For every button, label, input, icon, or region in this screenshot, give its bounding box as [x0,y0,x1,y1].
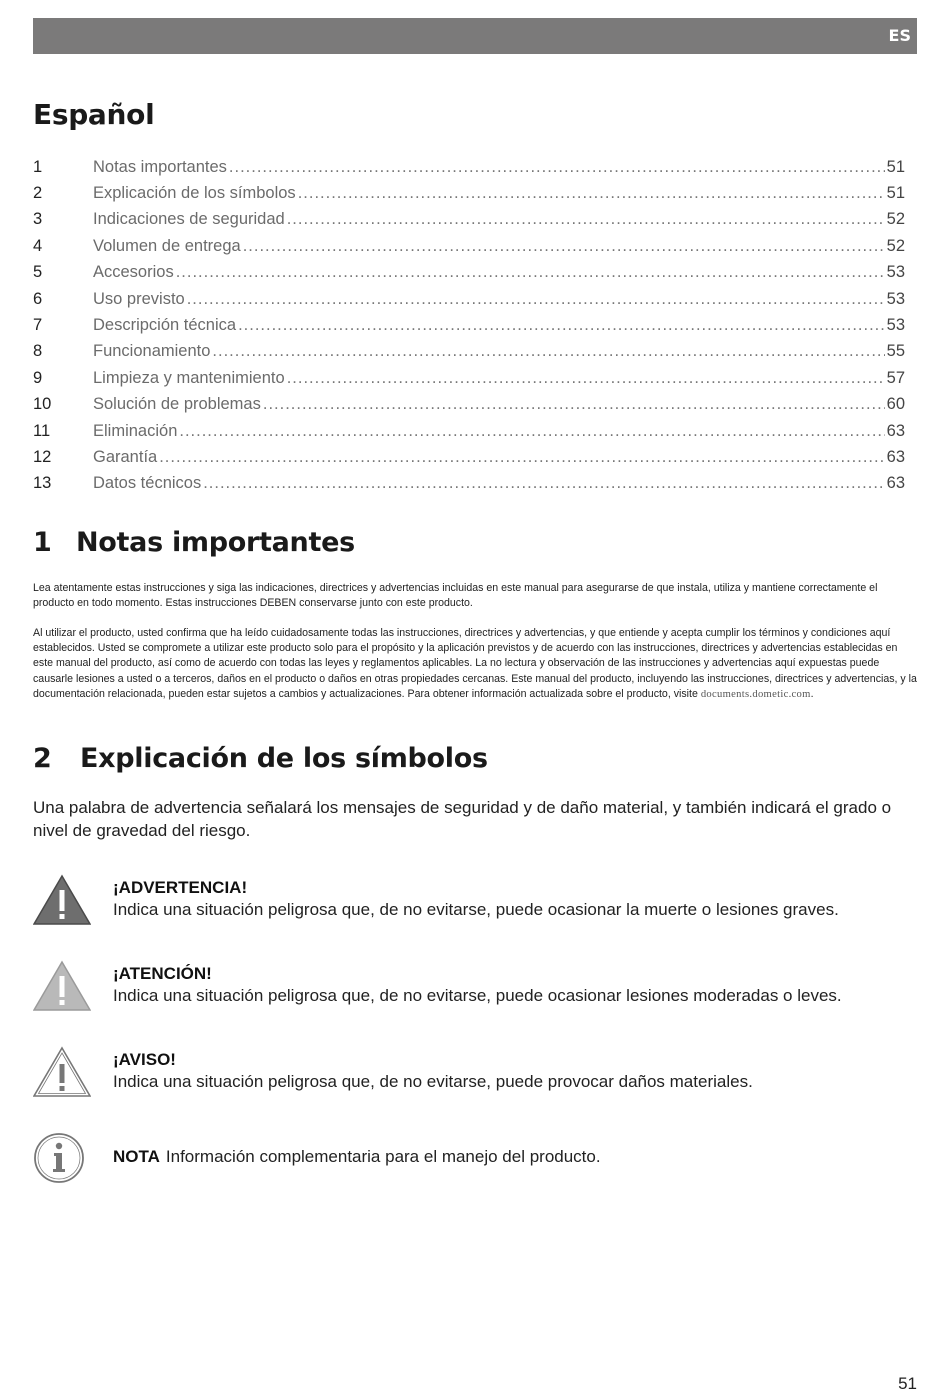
nota-line [113,1147,601,1167]
symbol-advertencia-text [113,874,839,921]
toc-dot-leader [238,316,885,335]
toc-entry-page: 60 [886,395,905,414]
toc-entry-page: 51 [886,157,905,176]
toc-dot-leader [229,158,885,177]
toc-entry-title: Explicación de los símbolos [93,184,296,203]
toc-dot-leader [212,342,884,361]
toc-entry[interactable] [33,312,905,338]
toc-entry-number: 3 [33,210,43,229]
toc-entry[interactable] [33,418,905,444]
toc-entry-title: Uso previsto [93,289,185,308]
symbol-nota-text [113,1147,601,1167]
toc-dot-leader [159,448,884,467]
toc-entry-page: 63 [886,474,905,493]
toc-entry-title: Solución de problemas [93,395,261,414]
page-title: Español [33,98,155,131]
toc-entry-title: Descripción técnica [93,316,237,335]
toc-dot-leader [298,184,885,203]
toc-entry-number: 7 [33,316,43,335]
toc-dot-leader [187,290,885,309]
toc-dot-leader [203,474,884,493]
toc-dot-leader [176,263,885,282]
toc-entry-number: 6 [33,289,43,308]
toc-dot-leader [263,395,885,414]
toc-entry[interactable] [33,339,905,365]
toc-entry-number: 2 [33,184,43,203]
section-1-title: Notas importantes [76,527,355,558]
toc-entry-title: Funcionamiento [93,342,211,361]
section-2-heading [33,743,488,774]
language-code: ES [888,26,911,45]
toc-dot-leader [243,237,885,256]
section-1-number: 1 [33,527,52,558]
toc-dot-leader [179,422,884,441]
section-1-heading [33,527,355,558]
symbol-advertencia-desc: Indica una situación peligrosa que, de no evitarse, puede ocasionar la muerte o lesiones graves. [113,900,839,919]
warning-triangle-light-icon [33,960,91,1012]
toc-entry-page: 53 [886,289,905,308]
toc-entry[interactable] [33,392,905,418]
symbol-atencion-text [113,960,842,1007]
toc-entry[interactable] [33,180,905,206]
toc-entry-number: 11 [33,421,51,440]
toc-entry[interactable] [33,444,905,470]
toc-entry-page: 63 [886,421,905,440]
section-2-title: Explicación de los símbolos [80,743,488,774]
toc-entry-page: 52 [886,236,905,255]
toc-entry-title: Datos técnicos [93,474,202,493]
toc-entry-page: 52 [886,210,905,229]
warning-triangle-dark-icon [33,874,91,926]
toc-entry[interactable] [33,286,905,312]
symbol-atencion-desc: Indica una situación peligrosa que, de no evitarse, puede ocasionar lesiones moderadas o leves. [113,986,842,1005]
toc-entry-number: 13 [33,474,52,493]
toc-entry[interactable] [33,471,905,497]
toc-entry[interactable] [33,365,905,391]
warning-triangle-outline-icon [33,1046,91,1098]
toc-entry-page: 53 [886,316,905,335]
header-bar [33,18,917,54]
toc-entry-title: Notas importantes [93,157,227,176]
toc-entry[interactable] [33,260,905,286]
toc-entry-title: Eliminación [93,421,178,440]
toc-dot-leader [287,369,885,388]
nota-text: Información complementaria para el manejo del producto. [165,1147,601,1166]
info-circle-icon [33,1132,85,1184]
toc-entry-number: 8 [33,342,43,361]
toc-entry[interactable] [33,154,905,180]
toc-entry-title: Indicaciones de seguridad [93,210,285,229]
toc-entry-title: Garantía [93,447,158,466]
toc-entry-title: Volumen de entrega [93,236,241,255]
toc-entry-number: 12 [33,447,52,466]
section-2-number: 2 [33,743,52,774]
toc-dot-leader [287,210,885,229]
dometic-docs-link[interactable]: documents.dometic.com [700,688,811,700]
nota-label: NOTA [113,1147,160,1166]
toc-entry-title: Limpieza y mantenimiento [93,368,285,387]
section-1-paragraph-1: Lea atentamente estas instrucciones y siga las indicaciones, directrices y advertencias incluidas en este manual para asegurarse de que instala, utiliza y mantiene correctamente el producto en todo momento. Estas instrucciones DEBEN conservarse junto con este producto. [33,582,878,610]
symbol-atencion-head: ¡ATENCIÓN! [113,964,212,983]
toc-entry-number: 5 [33,263,43,282]
symbol-aviso-desc: Indica una situación peligrosa que, de no evitarse, puede provocar daños materiales. [113,1072,753,1091]
toc-entry-number: 4 [33,236,43,255]
symbol-aviso-head: ¡AVISO! [113,1050,176,1069]
page-number: 51 [898,1374,917,1393]
toc-entry[interactable] [33,233,905,259]
section-1-paragraph-2 [33,626,918,702]
link-suffix: . [810,687,814,700]
symbol-aviso-text [113,1046,753,1093]
toc-entry-page: 63 [886,447,905,466]
section-1-paragraph-2-text: Al utilizar el producto, usted confirma que ha leído cuidadosamente todas las instrucciones, directrices y advertencias, y que entiende y acepta cumplir los términos y condiciones aquí establecidos. Usted se compromete a utilizar este producto solo para el propósito y la aplicación previstos y de acuerdo con las instrucciones, directrices y advertencias establecidas en este manual del producto, así como de acuerdo con todas las leyes y reglamentos aplicables. La no lectura y observación de las instrucciones y advertencias aquí expuestas puede causarle lesiones a usted o a terceros, daños en el producto o daños en otras propiedades cercanas. Este manual del producto, incluyendo las instrucciones, directrices y advertencias, y la documentación relacionada, pueden estar sujetos a cambios y actualizaciones. Para obtener información actualizada sobre el producto, visite [33,627,917,700]
toc-entry-page: 57 [886,368,905,387]
table-of-contents [33,154,905,497]
toc-entry-page: 53 [886,263,905,282]
toc-entry-number: 1 [33,157,43,176]
toc-entry[interactable] [33,207,905,233]
section-2-intro: Una palabra de advertencia señalará los mensajes de seguridad y de daño material, y también indicará el grado o nivel de gravedad del riesgo. [33,798,892,840]
symbol-advertencia-head: ¡ADVERTENCIA! [113,878,248,897]
toc-entry-title: Accesorios [93,263,174,282]
toc-entry-page: 55 [886,342,905,361]
toc-entry-page: 51 [886,184,905,203]
toc-entry-number: 10 [33,395,52,414]
toc-entry-number: 9 [33,368,43,387]
